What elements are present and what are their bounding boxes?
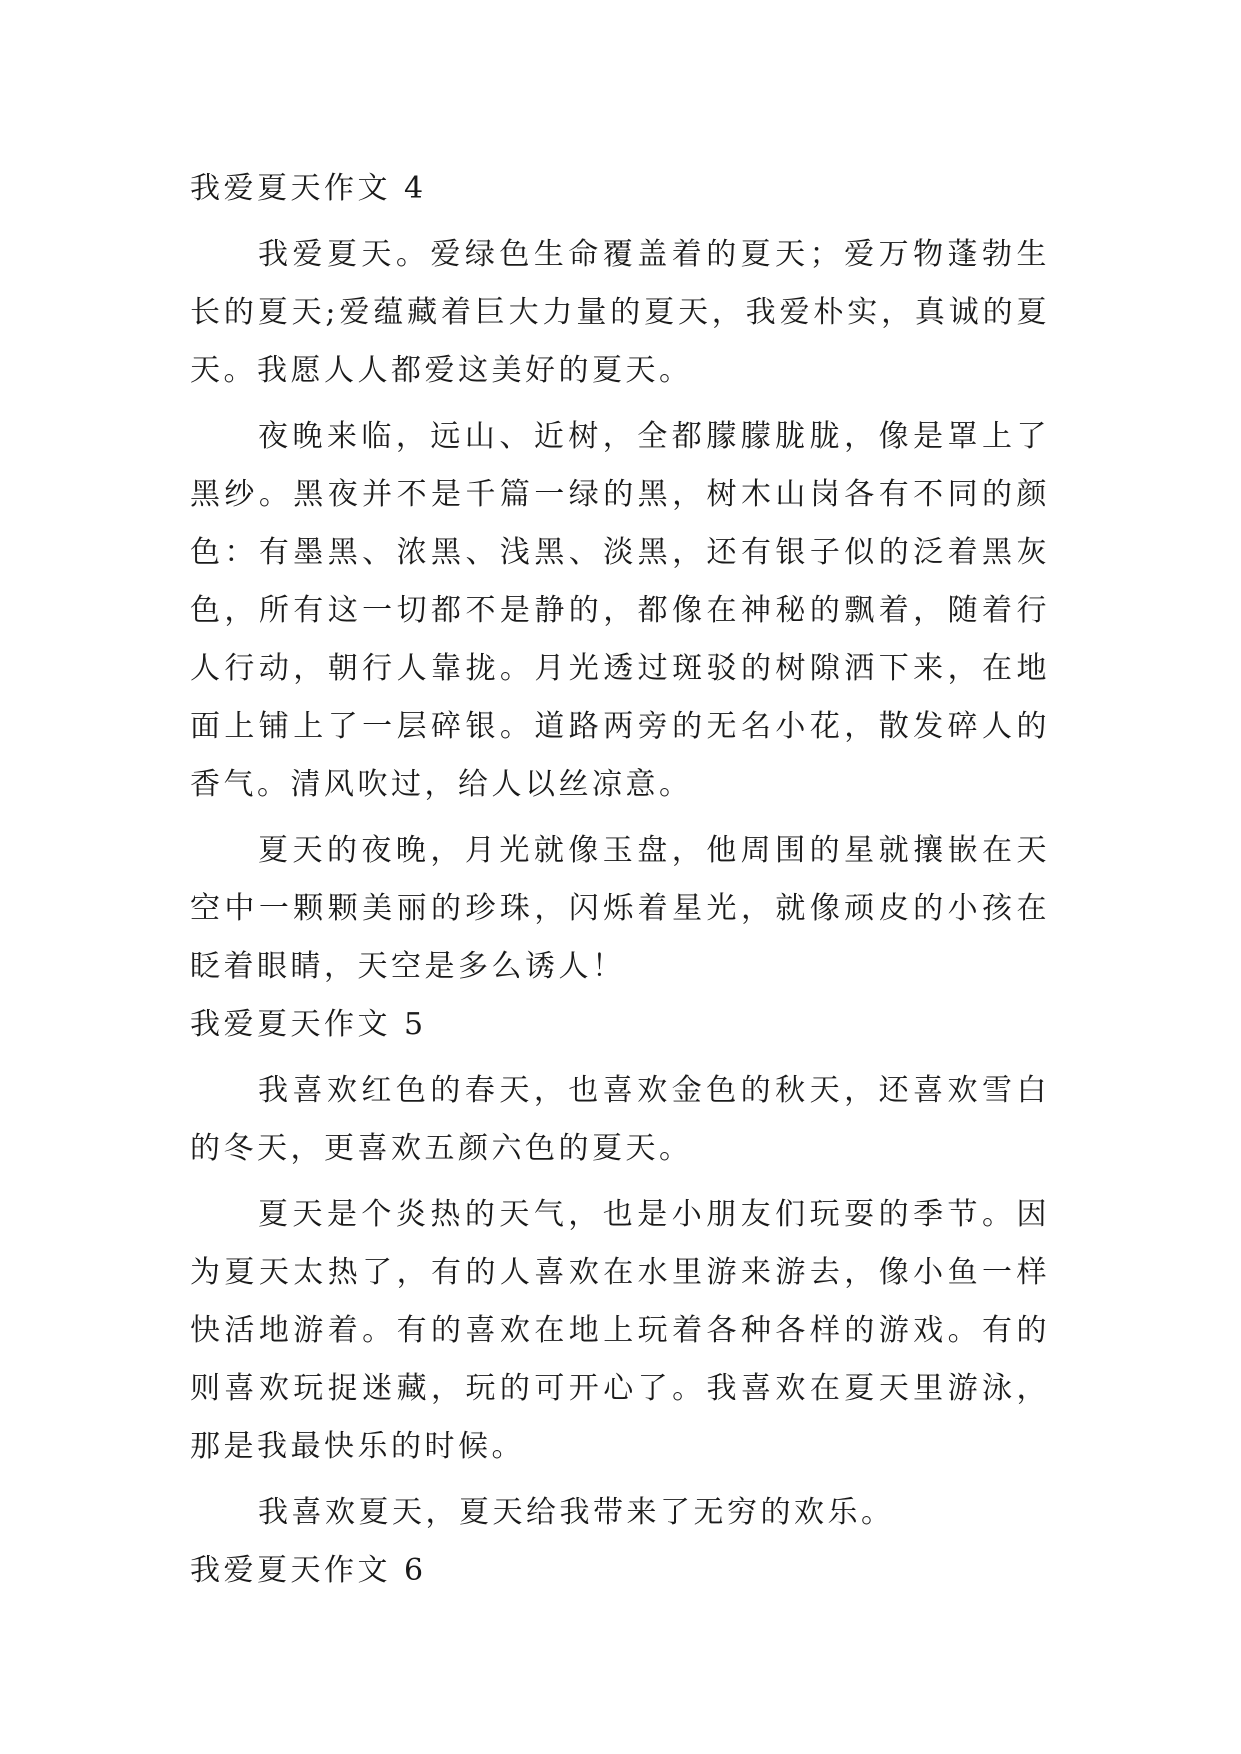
paragraph: 夏天是个炎热的天气，也是小朋友们玩耍的季节。因为夏天太热了，有的人喜欢在水里游来游去，像小鱼一样快活地游着。有的喜欢在地上玩着各种各样的游戏。有的则喜欢玩捉迷藏，玩的可开心了。我喜欢在夏天里游泳，那是我最快乐的时候。 xyxy=(190,1197,1050,1464)
paragraph: 夜晚来临，远山、近树，全都朦朦胧胧，像是罩上了黑纱。黑夜并不是千篇一绿的黑，树木山岗各有不同的颜色：有墨黑、浓黑、浅黑、淡黑，还有银子似的泛着黑灰色，所有这一切都不是静的，都像在神秘的飘着，随着行人行动，朝行人靠拢。月光透过斑驳的树隙洒下来，在地面上铺上了一层碎银。道路两旁的无名小花，散发碎人的香气。清风吹过，给人以丝凉意。 xyxy=(190,419,1050,802)
paragraph: 我喜欢夏天，夏天给我带来了无穷的欢乐。 xyxy=(258,1495,895,1530)
section-heading-4: 我爱夏天作文 4 xyxy=(190,171,427,206)
paragraph: 我喜欢红色的春天，也喜欢金色的秋天，还喜欢雪白的冬天，更喜欢五颜六色的夏天。 xyxy=(190,1073,1050,1166)
document-body xyxy=(190,160,1050,1600)
paragraph: 我爱夏天。爱绿色生命覆盖着的夏天；爱万物蓬勃生长的夏天;爱蕴藏着巨大力量的夏天，我爱朴实，真诚的夏天。我愿人人都爱这美好的夏天。 xyxy=(190,237,1050,388)
section-heading-6: 我爱夏天作文 6 xyxy=(190,1553,427,1588)
paragraph: 夏天的夜晚，月光就像玉盘，他周围的星就攘嵌在天空中一颗颗美丽的珍珠，闪烁着星光，就像顽皮的小孩在眨着眼睛，天空是多么诱人！ xyxy=(190,833,1050,984)
section-heading-5: 我爱夏天作文 5 xyxy=(190,1007,427,1042)
